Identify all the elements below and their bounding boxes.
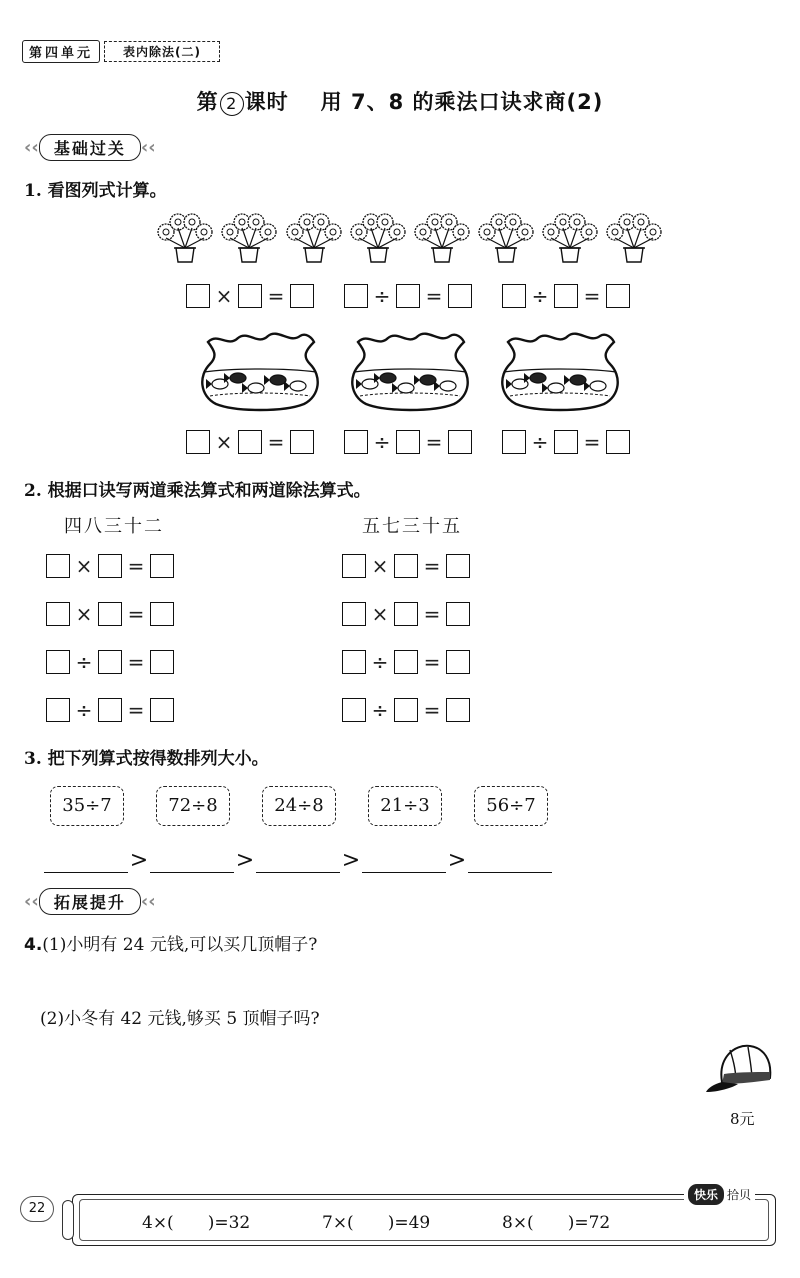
answer-box[interactable] <box>396 284 420 308</box>
answer-box[interactable] <box>98 554 122 578</box>
flower-pot-icon <box>541 210 599 266</box>
unit-label: 第四单元 <box>22 40 100 63</box>
q2-equation: × = <box>46 602 174 626</box>
answer-box[interactable] <box>446 698 470 722</box>
answer-box[interactable] <box>46 554 70 578</box>
answer-box[interactable] <box>46 698 70 722</box>
q1-row1-eq1: × = <box>186 284 314 308</box>
answer-box[interactable] <box>186 284 210 308</box>
answer-box[interactable] <box>502 284 526 308</box>
page-number: 22 <box>20 1196 54 1222</box>
answer-box[interactable] <box>342 650 366 674</box>
answer-box[interactable] <box>446 602 470 626</box>
expression-card: 56÷7 <box>474 786 548 826</box>
footer-equation-2: 7×( )=49 <box>322 1213 431 1233</box>
flower-pot-icon <box>477 210 535 266</box>
expression-card: 24÷8 <box>262 786 336 826</box>
flower-pot-icon <box>349 210 407 266</box>
unit-tag <box>22 40 220 62</box>
q1-row2-eq2: ÷ = <box>344 430 472 454</box>
answer-box[interactable] <box>150 698 174 722</box>
lesson-number: 2 <box>220 92 244 116</box>
answer-box[interactable] <box>150 602 174 626</box>
footer-equation-1: 4×( )=32 <box>142 1213 251 1233</box>
topic-label: 表内除法(二) <box>104 41 220 62</box>
flower-pot-icon <box>220 210 278 266</box>
answer-box[interactable] <box>186 430 210 454</box>
answer-box[interactable] <box>502 430 526 454</box>
answer-box[interactable] <box>606 284 630 308</box>
answer-box[interactable] <box>394 602 418 626</box>
lesson-title <box>0 86 800 116</box>
chevron-left-icon: ‹‹ <box>140 890 156 912</box>
answer-box[interactable] <box>394 650 418 674</box>
answer-box[interactable] <box>554 430 578 454</box>
fish-bowl-icon <box>194 328 326 412</box>
answer-box[interactable] <box>606 430 630 454</box>
answer-box[interactable] <box>344 430 368 454</box>
answer-box[interactable] <box>98 650 122 674</box>
q2-equation: × = <box>342 554 470 578</box>
q2-equation: ÷ = <box>46 650 174 674</box>
question-3: 3. 把下列算式按得数排列大小。 <box>24 749 269 769</box>
order-answer-line: > > > > <box>44 848 552 873</box>
rhyme-right: 五七三十五 <box>362 516 462 537</box>
answer-blank[interactable] <box>256 849 340 873</box>
q1-row2-eq3: ÷ = <box>502 430 630 454</box>
answer-box[interactable] <box>344 284 368 308</box>
section-extend-title: 拓展提升 <box>39 888 141 915</box>
answer-box[interactable] <box>448 430 472 454</box>
answer-box[interactable] <box>342 698 366 722</box>
q2-equation: × = <box>46 554 174 578</box>
clip-icon <box>62 1200 74 1240</box>
q2-equation: ÷ = <box>46 698 174 722</box>
question-2-text: 根据口诀写两道乘法算式和两道除法算式。 <box>47 481 371 501</box>
answer-box[interactable] <box>342 602 366 626</box>
footer-equation-3: 8×( )=72 <box>502 1213 611 1233</box>
chevron-left-icon: ‹‹ <box>24 890 39 912</box>
title-prefix: 第 <box>196 90 219 114</box>
question-1: 1. 看图列式计算。 <box>24 181 167 201</box>
section-basic-title: 基础过关 <box>39 134 141 161</box>
answer-box[interactable] <box>448 284 472 308</box>
answer-box[interactable] <box>98 698 122 722</box>
cap-icon <box>704 1038 774 1098</box>
title-suffix: 课时 <box>244 90 289 114</box>
q1-row1-eq2: ÷ = <box>344 284 472 308</box>
answer-box[interactable] <box>554 284 578 308</box>
rhyme-left: 四八三十二 <box>64 516 164 537</box>
answer-box[interactable] <box>98 602 122 626</box>
expression-card: 72÷8 <box>156 786 230 826</box>
answer-box[interactable] <box>446 554 470 578</box>
answer-box[interactable] <box>238 430 262 454</box>
answer-box[interactable] <box>290 284 314 308</box>
question-3-text: 把下列算式按得数排列大小。 <box>47 749 269 769</box>
answer-box[interactable] <box>150 554 174 578</box>
flower-pot-icon <box>605 210 663 266</box>
title-main: 用 7、8 的乘法口诀求商(2) <box>320 90 604 114</box>
chevron-left-icon: ‹‹ <box>140 136 156 158</box>
section-basic-banner <box>24 134 156 160</box>
cap-price: 8元 <box>730 1110 755 1128</box>
question-4-part-1: 4.(1)小明有 24 元钱,可以买几顶帽子? <box>24 935 318 955</box>
question-4-part-2: (2)小冬有 42 元钱,够买 5 顶帽子吗? <box>40 1009 320 1029</box>
answer-blank[interactable] <box>44 849 128 873</box>
chevron-left-icon: ‹‹ <box>24 136 39 158</box>
answer-blank[interactable] <box>362 849 446 873</box>
fish-bowl-icon <box>494 328 626 412</box>
answer-blank[interactable] <box>468 849 552 873</box>
answer-box[interactable] <box>150 650 174 674</box>
fish-bowl-icon <box>344 328 476 412</box>
flower-pot-icon <box>156 210 214 266</box>
q1-row2-eq1: × = <box>186 430 314 454</box>
section-extend-banner <box>24 888 156 914</box>
q1-row1-eq3: ÷ = <box>502 284 630 308</box>
answer-box[interactable] <box>446 650 470 674</box>
answer-box[interactable] <box>342 554 366 578</box>
expression-card: 21÷3 <box>368 786 442 826</box>
flower-pot-icon <box>413 210 471 266</box>
q2-equation: × = <box>342 602 470 626</box>
answer-box[interactable] <box>46 650 70 674</box>
flower-pot-icon <box>285 210 343 266</box>
answer-box[interactable] <box>46 602 70 626</box>
answer-box[interactable] <box>396 430 420 454</box>
answer-box[interactable] <box>394 698 418 722</box>
question-1-text: 看图列式计算。 <box>47 181 167 201</box>
answer-box[interactable] <box>238 284 262 308</box>
question-2: 2. 根据口诀写两道乘法算式和两道除法算式。 <box>24 481 371 501</box>
brand-logo: 快乐 拾贝 <box>684 1184 755 1205</box>
answer-blank[interactable] <box>150 849 234 873</box>
q2-equation: ÷ = <box>342 698 470 722</box>
answer-box[interactable] <box>290 430 314 454</box>
answer-box[interactable] <box>394 554 418 578</box>
q2-equation: ÷ = <box>342 650 470 674</box>
expression-card: 35÷7 <box>50 786 124 826</box>
